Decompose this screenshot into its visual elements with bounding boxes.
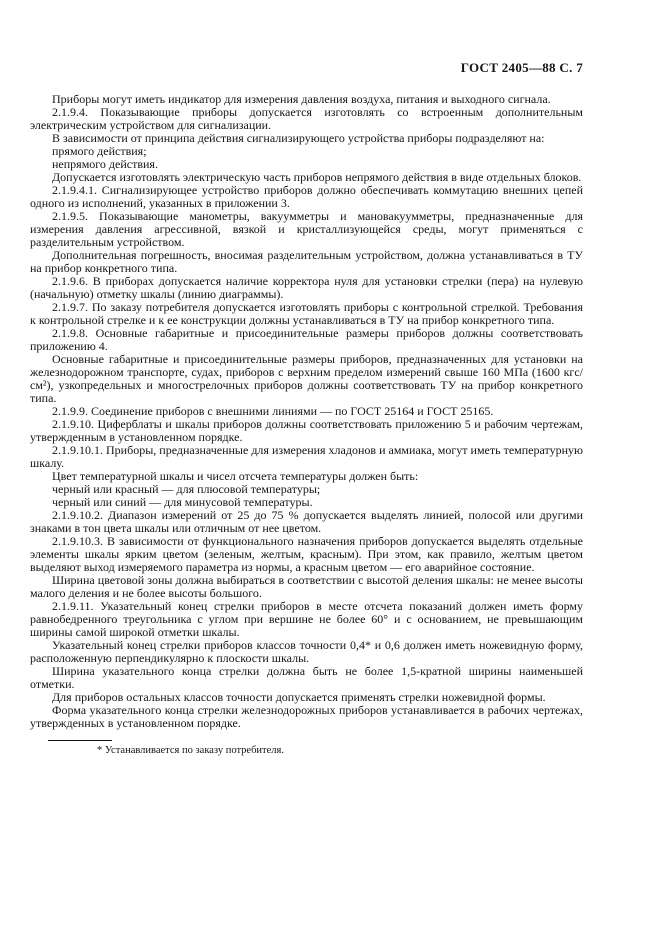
page-header: ГОСТ 2405—88 С. 7 (460, 60, 583, 75)
paragraph: Цвет температурной шкалы и чисел отсчета температуры должен быть: (52, 469, 419, 483)
paragraph: 2.1.9.10. Циферблаты и шкалы приборов должны соответствовать приложению 5 и рабочим чертежам, утвержденным в установленном порядке. (30, 417, 583, 444)
paragraph: 2.1.9.10.2. Диапазон измерений от 25 до 75 % допускается выделять линией, полосой или другими знаками в тон цвета шкалы или отличным от нее цветом. (30, 508, 583, 535)
paragraph: 2.1.9.11. Указательный конец стрелки приборов в месте отсчета показаний должен иметь форму равнобедренного треугольника с углом при вершине не более 60° и с основанием, не превышающим ширины самой широкой отметки шкалы. (30, 599, 583, 639)
document-body (30, 93, 583, 757)
footnote-divider (48, 740, 112, 741)
paragraph: черный или красный — для плюсовой температуры; (52, 482, 321, 496)
paragraph: 2.1.9.5. Показывающие манометры, вакуумметры и мановакуумметры, предназначенные для измерения давления агрессивной, вязкой и кристаллизующейся среды, могут применяться с разделительным устройством. (30, 209, 583, 249)
paragraph: 2.1.9.7. По заказу потребителя допускается изготовлять приборы с контрольной стрелкой. Требования к контрольной стрелке и к ее конструкции должны устанавливаться в ТУ на прибор конкретного типа. (30, 300, 583, 327)
paragraph: 2.1.9.4.1. Сигнализирующее устройство приборов должно обеспечивать коммутацию внешних цепей одного из исполнений, указанных в приложении 3. (30, 183, 583, 210)
paragraph: черный или синий — для минусовой температуры. (52, 495, 313, 509)
footnote-block (30, 740, 583, 757)
paragraph: В зависимости от принципа действия сигнализирующего устройства приборы подразделяют на: (52, 131, 545, 145)
paragraph: Допускается изготовлять электрическую часть приборов непрямого действия в виде отдельных блоков. (52, 170, 582, 184)
paragraph: непрямого действия. (52, 157, 158, 171)
paragraph: 2.1.9.9. Соединение приборов с внешними линиями — по ГОСТ 25164 и ГОСТ 25165. (52, 404, 494, 418)
paragraph: Приборы могут иметь индикатор для измерения давления воздуха, питания и выходного сигнала. (52, 92, 551, 106)
paragraph: 2.1.9.8. Основные габаритные и присоединительные размеры приборов должны соответствовать приложению 4. (30, 326, 583, 353)
paragraph: Ширина указательного конца стрелки должна быть не более 1,5-кратной ширины наименьшей отметки. (30, 664, 583, 691)
paragraph: 2.1.9.10.1. Приборы, предназначенные для измерения хладонов и аммиака, могут иметь температурную шкалу. (30, 443, 583, 470)
paragraph: 2.1.9.10.3. В зависимости от функционального назначения приборов допускается выделять отдельные элементы шкалы ярким цветом (зеленым, желтым, красным). При этом, как правило, желтым цветом выделяют выход измеряемого параметра из нормы, а красным цветом — его аварийное состояние. (30, 534, 583, 574)
paragraph: 2.1.9.4. Показывающие приборы допускается изготовлять со встроенным дополнительным электрическим устройством для сигнализации. (30, 105, 583, 132)
paragraph: Для приборов остальных классов точности допускается применять стрелки ножевидной формы. (52, 690, 546, 704)
paragraph: Ширина цветовой зоны должна выбираться в соответствии с высотой деления шкалы: не менее высоты малого деления и не более высоты большого. (30, 573, 583, 600)
paragraph: Указательный конец стрелки приборов классов точности 0,4* и 0,6 должен иметь ножевидную форму, расположенную перпендикулярно к плоскости шкалы. (30, 638, 583, 665)
footnote-text: * Устанавливается по заказу потребителя. (97, 745, 284, 756)
paragraph: прямого действия; (52, 144, 147, 158)
paragraph: Дополнительная погрешность, вносимая разделительным устройством, должна устанавливаться в ТУ на прибор конкретного типа. (30, 248, 583, 275)
paragraph: 2.1.9.6. В приборах допускается наличие корректора нуля для установки стрелки (пера) на нулевую (начальную) отметку шкалы (линию диаграммы). (30, 274, 583, 301)
paragraph: Форма указательного конца стрелки железнодорожных приборов устанавливается в рабочих чертежах, утвержденных в установленном порядке. (30, 703, 583, 730)
paragraph: Основные габаритные и присоединительные размеры приборов, предназначенных для установки на железнодорожном транспорте, судах, приборов с верхним пределом измерений свыше 160 МПа (1600 кгс/см²), узкопредельных и многострелочных приборов должны соответствовать ТУ на прибор конкретного типа. (30, 352, 583, 405)
